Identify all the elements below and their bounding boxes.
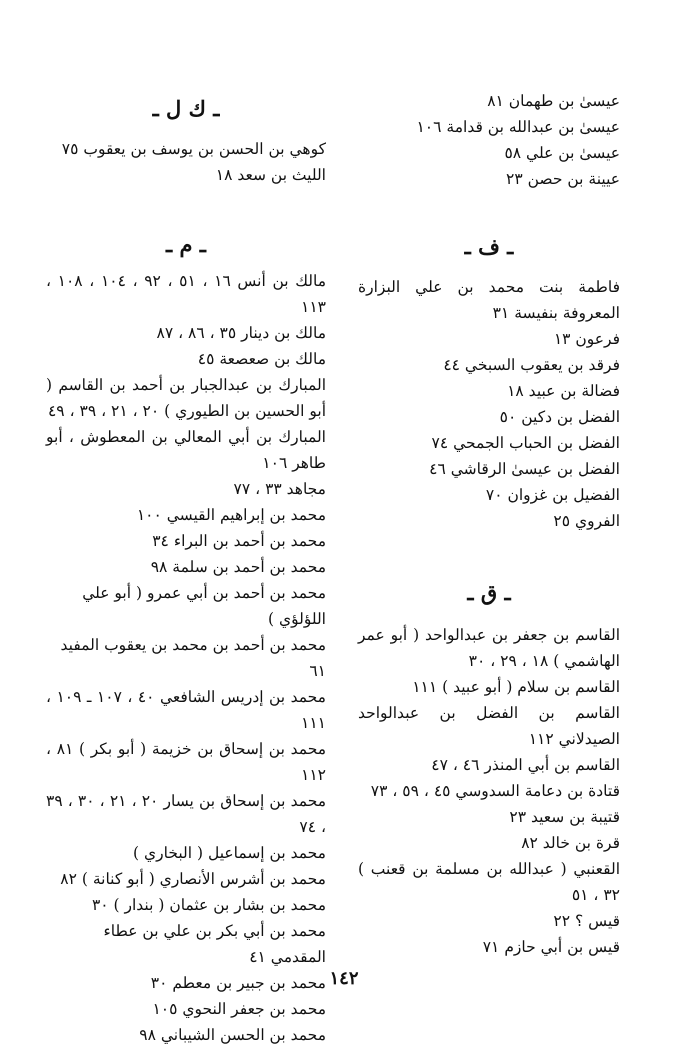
index-entry: القاسم بن سلام ( أبو عبيد ) ١١١	[412, 678, 620, 696]
index-entry: القاسم بن أبي المنذر ٤٦ ، ٤٧	[431, 756, 620, 774]
index-entry: فرعون ١٣	[553, 330, 620, 348]
index-entry: محمد بن بشار بن عثمان ( بندار ) ٣٠	[91, 896, 326, 914]
index-entry: قتادة بن دعامة السدوسي ٤٥ ، ٥٩ ، ٧٣	[370, 782, 620, 800]
index-entry: قتيبة بن سعيد ٢٣	[509, 808, 620, 826]
index-entry: فضالة بن عبيد ١٨	[507, 382, 620, 400]
index-entry: كوهي بن الحسن بن يوسف بن يعقوب ٧٥	[61, 140, 326, 158]
index-entry: محمد بن أحمد بن محمد بن يعقوب المفيد ٦١	[60, 636, 326, 680]
right-column	[358, 88, 620, 960]
index-entry: القاسم بن جعفر بن عبدالواحد ( أبو عمر الهاشمي ) ١٨ ، ٢٩ ، ٣٠	[358, 626, 620, 670]
index-entry: محمد بن أشرس الأنصاري ( أبو كنانة ) ٨٢	[60, 870, 326, 888]
index-entry: قيس بن أبي حازم ٧١	[482, 938, 620, 956]
index-entry: القعنبي ( عبدالله بن مسلمة بن قعنب ) ٣٢ ، ٥١	[358, 860, 620, 904]
index-entry: محمد بن إسحاق بن خزيمة ( أبو بكر ) ٨١ ، ١١٢	[46, 740, 326, 784]
index-entry: محمد بن إبراهيم القيسي ١٠٠	[136, 506, 326, 524]
index-entry: عيسىٰ بن علي ٥٨	[504, 144, 620, 162]
index-entry: الفضل بن الحباب الجمحي ٧٤	[431, 434, 620, 452]
group-mim	[46, 268, 326, 1048]
index-entry: مالك بن صعصعة ٤٥	[197, 350, 326, 368]
index-entry: محمد بن أبي بكر بن علي بن عطاء المقدمي ٤١	[103, 922, 326, 966]
index-entry: عيسىٰ بن طهمان ٨١	[487, 92, 620, 110]
index-entry: محمد بن أحمد بن أبي عمرو ( أبو علي اللؤلؤي )	[82, 584, 326, 628]
index-entry: محمد بن إدريس الشافعي ٤٠ ، ١٠٧ ـ ١٠٩ ، ١١١	[46, 688, 326, 732]
index-entry: الفروي ٢٥	[553, 512, 620, 530]
index-entry: فرقد بن يعقوب السبخي ٤٤	[443, 356, 620, 374]
index-entry: الفضل بن دكين ٥٠	[499, 408, 620, 426]
index-entry: محمد بن إسماعيل ( البخاري )	[133, 844, 326, 862]
index-entry: عيسىٰ بن عبدالله بن قدامة ١٠٦	[416, 118, 620, 136]
section-heading-kaf-lam: ـ ك ل ـ	[152, 96, 220, 121]
index-entry: محمد بن جعفر النحوي ١٠٥	[152, 1000, 326, 1018]
group-ain	[358, 88, 620, 192]
index-entry: محمد بن الحسن الشيباني ٩٨	[139, 1026, 326, 1044]
section-heading-qaf: ـ ق ـ	[467, 580, 511, 605]
section-heading-fa: ـ ف ـ	[464, 234, 514, 259]
index-entry: الليث بن سعد ١٨	[215, 166, 326, 184]
left-column	[46, 94, 326, 1048]
index-entry: محمد بن إسحاق بن يسار ٢٠ ، ٢١ ، ٣٠ ، ٣٩ ، ٧٤	[46, 792, 327, 836]
index-entry: الفضل بن عيسىٰ الرقاشي ٤٦	[429, 460, 620, 478]
page-number: ١٤٢	[329, 968, 359, 989]
section-heading-mim: ـ م ـ	[166, 232, 206, 257]
index-entry: القاسم بن الفضل بن عبدالواحد الصيدلاني ١١٢	[358, 704, 620, 748]
index-entry: محمد بن أحمد بن سلمة ٩٨	[150, 558, 326, 576]
index-entry: قرة بن خالد ٨٢	[521, 834, 620, 852]
group-fa	[358, 274, 620, 534]
index-entry: المبارك بن أبي المعالي بن المعطوش ، أبو طاهر ١٠٦	[46, 428, 326, 472]
index-entry: قيس ؟ ٢٢	[553, 912, 620, 930]
group-qaf	[358, 622, 620, 960]
index-entry: عيينة بن حصن ٢٣	[506, 170, 620, 188]
index-entry: محمد بن أحمد بن البراء ٣٤	[152, 532, 326, 550]
index-entry: الفضيل بن غزوان ٧٠	[485, 486, 620, 504]
index-entry: المبارك بن عبدالجبار بن أحمد بن القاسم ( أبو الحسين بن الطيوري ) ٢٠ ، ٢١ ، ٣٩ ، ٤٩	[46, 376, 326, 420]
index-entry: مالك بن أنس ١٦ ، ٥١ ، ٩٢ ، ١٠٤ ، ١٠٨ ، ١١٣	[46, 272, 327, 316]
index-entry: فاطمة بنت محمد بن علي البزارة المعروفة بنفيسة ٣١	[358, 278, 620, 322]
index-entry: مالك بن دينار ٣٥ ، ٨٦ ، ٨٧	[156, 324, 326, 342]
index-entry: محمد بن جبير بن معطم ٣٠	[150, 974, 326, 992]
index-entry: مجاهد ٣٣ ، ٧٧	[233, 480, 326, 498]
group-kaf-lam	[46, 136, 326, 188]
